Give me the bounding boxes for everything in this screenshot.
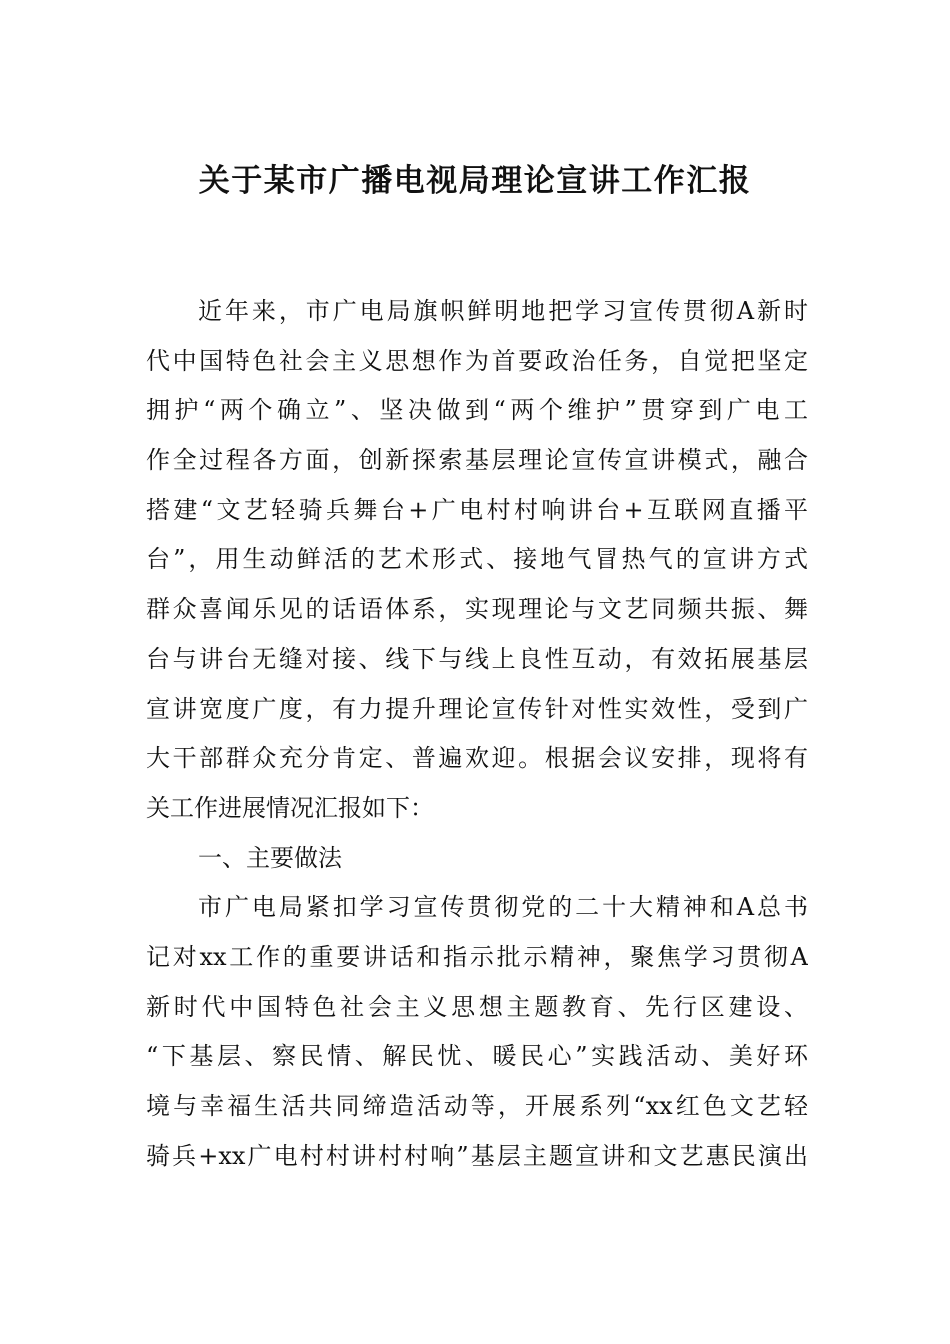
document-title: 关于某市广播电视局理论宣讲工作汇报: [198, 163, 752, 199]
text-line: 关工作进展情况汇报如下：: [146, 793, 434, 822]
text-line: 近年来，市广电局旗帜鲜明地把学习宣传贯彻A新时: [198, 297, 808, 325]
text-line: 宣讲宽度广度，有力提升理论宣传针对性实效性，受到广: [146, 694, 808, 723]
text-line: 台”，用生动鲜活的艺术形式、接地气冒热气的宣讲方式: [146, 545, 808, 574]
text-line: 新时代中国特色社会主义思想主题教育、先行区建设、: [146, 992, 808, 1021]
text-line: 大干部群众充分肯定、普遍欢迎。根据会议安排，现将有: [146, 744, 808, 773]
text-line: 台与讲台无缝对接、线下与线上良性互动，有效拓展基层: [146, 644, 808, 673]
text-line: 搭建“文艺轻骑兵舞台+广电村村响讲台+互联网直播平: [146, 495, 808, 524]
text-line: 作全过程各方面，创新探索基层理论宣传宣讲模式，融合: [146, 446, 808, 475]
text-line: 骑兵+xx广电村村讲村村响”基层主题宣讲和文艺惠民演出: [146, 1141, 808, 1170]
text-line: “下基层、察民情、解民忧、暖民心”实践活动、美好环: [146, 1042, 808, 1071]
text-line: 市广电局紧扣学习宣传贯彻党的二十大精神和A总书: [198, 893, 808, 922]
text-line: 境与幸福生活共同缔造活动等，开展系列“xx红色文艺轻: [146, 1092, 808, 1120]
text-line: 一、主要做法: [198, 843, 342, 872]
text-line: 群众喜闻乐见的话语体系，实现理论与文艺同频共振、舞: [146, 595, 808, 624]
text-line: 拥护“两个确立”、坚决做到“两个维护”贯穿到广电工: [146, 396, 808, 425]
text-line: 代中国特色社会主义思想作为首要政治任务，自觉把坚定: [146, 346, 808, 375]
document-body: [146, 287, 808, 1181]
text-line: 记对xx工作的重要讲话和指示批示精神，聚焦学习贯彻A: [146, 942, 808, 971]
